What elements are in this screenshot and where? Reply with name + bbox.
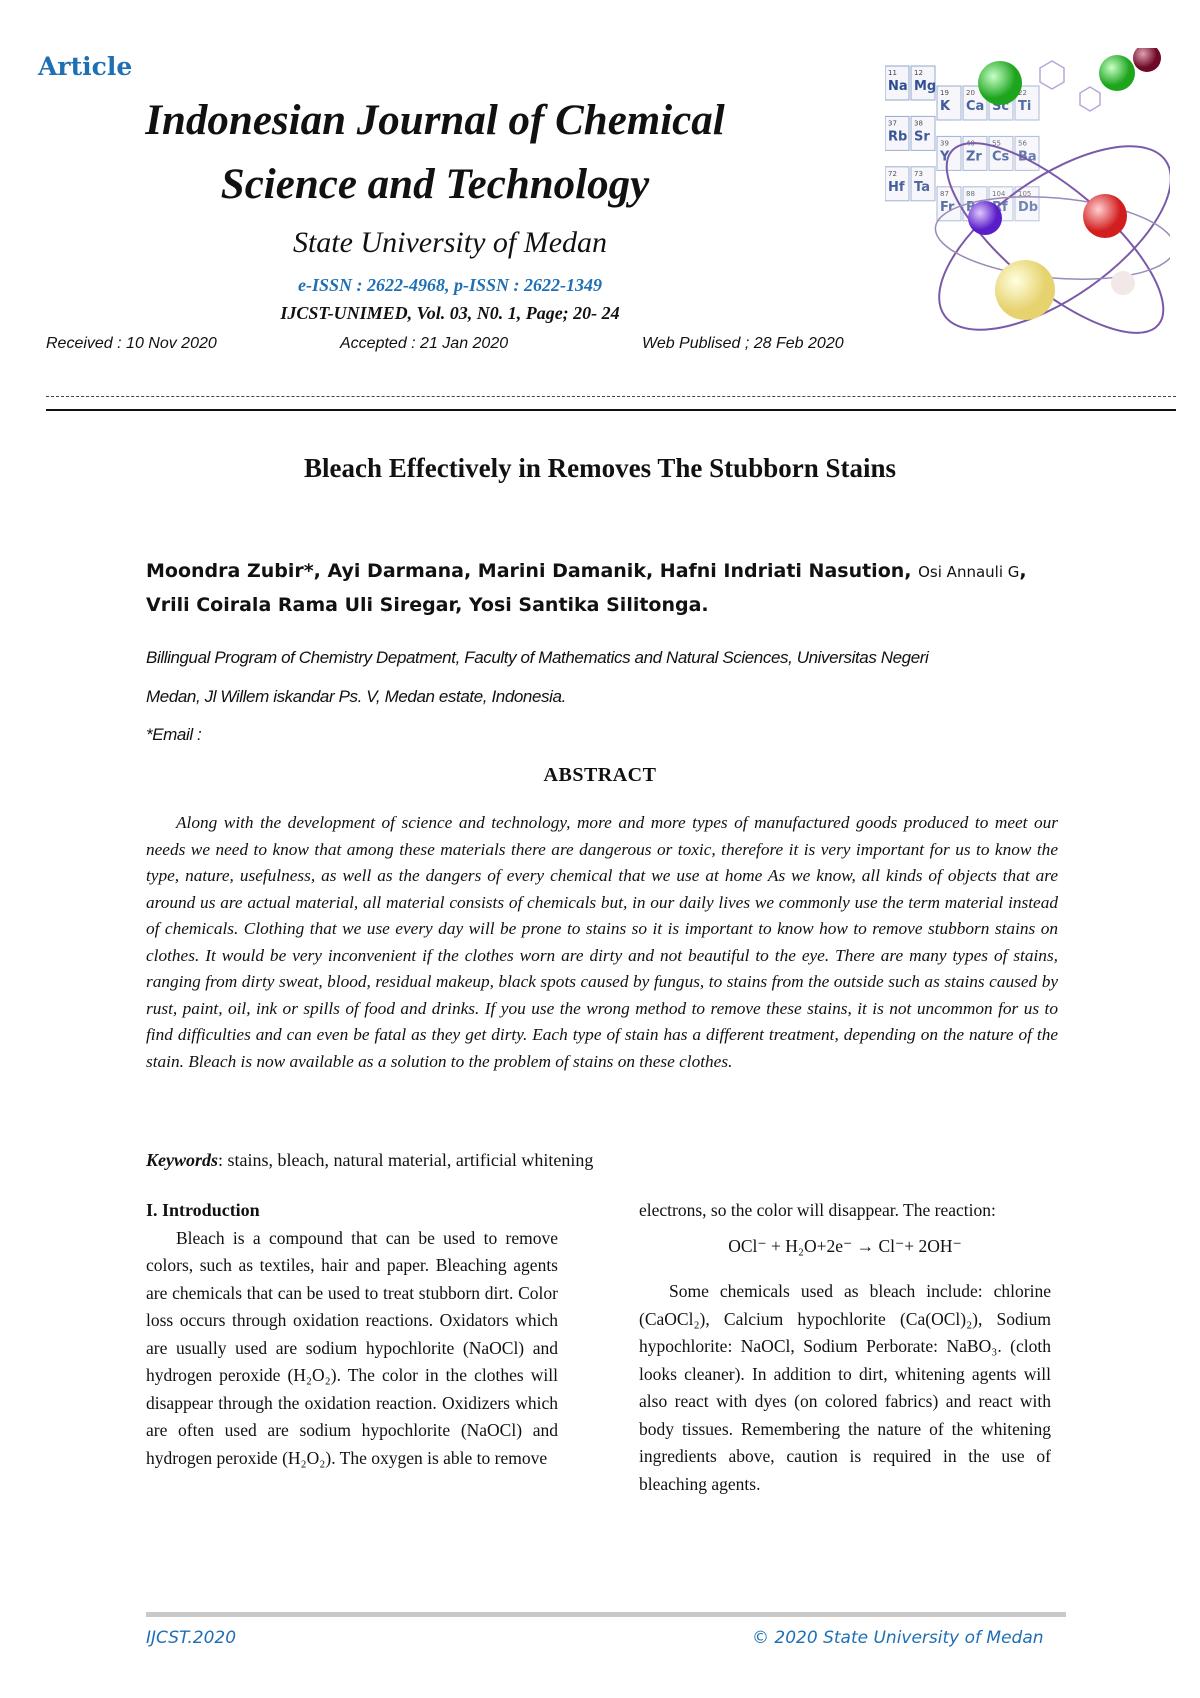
paper-title: Bleach Effectively in Removes The Stubborn Stains xyxy=(303,453,897,483)
footer-journal: IJCST.2020 xyxy=(146,1628,237,1648)
header-divider xyxy=(46,396,1176,411)
right-paragraph-2: Some chemicals used as bleach include: chlorine (CaOCl₂), Calcium hypochlorite (Ca(OCl)₂), Sodium hypochlorite: NaOCl, Sodium Perborate: NaBO₃. (cloth looks cleaner). In addition to dirt, whitening agents will also react with dyes (on colored fabrics) and react with body tissues. Remembering the nature of the whitening ingredients above, caution is required in the use of bleaching agents. xyxy=(639,1281,1051,1494)
volume-info: IJCST-UNIMED, Vol. 03, N0. 1, Page; 20- 24 xyxy=(280,303,620,323)
keywords-line xyxy=(146,1150,1058,1171)
keywords-label: Keywords xyxy=(146,1150,218,1170)
right-paragraph-1: electrons, so the color will disappear. The reaction: xyxy=(639,1200,996,1220)
affiliation-line1: Billingual Program of Chemistry Depatment, Faculty of Mathematics and Natural Sciences, Universitas Negeri xyxy=(146,648,929,667)
article-label: Article xyxy=(38,52,133,81)
authors-main: Moondra Zubir*, Ayi Darmana, Marini Damanik, Hafni Indriati Nasution, xyxy=(146,560,912,582)
abstract-heading: ABSTRACT xyxy=(543,764,657,786)
reaction-equation: OCl⁻ + H₂O+2e⁻ → Cl⁻+ 2OH⁻ xyxy=(728,1235,962,1256)
intro-heading: I. Introduction xyxy=(146,1200,260,1220)
footer-copyright: © 2020 State University of Medan xyxy=(752,1628,1044,1648)
journal-title-line2: Science and Technology xyxy=(220,161,650,208)
keywords-list: : stains, bleach, natural material, artificial whitening xyxy=(218,1150,594,1170)
left-column xyxy=(146,1197,558,1472)
author-osi: Osi Annauli G xyxy=(918,563,1020,581)
published-date: Web Publised ; 28 Feb 2020 xyxy=(642,335,844,352)
abstract-text: Along with the development of science and technology, more and more types of manufactured goods produced to meet our needs we need to know that among these materials there are dangerous or toxic, therefore it is very important for us to know the type, nature, usefulness, as well as the dangers of every chemical that we use at home As we know, all kinds of objects that are around us are actual material, all material consists of chemicals but, in our daily lives we commonly use the term material instead of chemicals. Clothing that we use every day will be prone to stains so it is important to know how to remove stubborn stains on clothes. It would be very inconvenient if the clothes worn are dirty and not beautiful to the eye. There are many types of stains, ranging from dirty sweat, blood, residual makeup, black spots caused by fungus, to stains from the outside such as stains caused by rust, paint, oil, ink or spills of food and drinks. If you use the wrong method to remove these stains, it is not uncommon for us to find difficulties and can even be fatal as they get dirty. Each type of stain has a different treatment, depending on the nature of the stain. Bleach is now available as a solution to the problem of stains on these clothes. xyxy=(146,813,1058,1071)
affiliation-line2: Medan, Jl Willem iskandar Ps. V, Medan estate, Indonesia. xyxy=(146,687,566,706)
periodic-table-illustration xyxy=(885,48,1170,373)
authors-rest: , Vrili Coirala Rama Uli Siregar, Yosi Santika Silitonga. xyxy=(146,560,1027,616)
intro-paragraph: Bleach is a compound that can be used to remove colors, such as textiles, hair and paper. Bleaching agents are chemicals that can be used to treat stubborn dirt. Color loss occurs through oxidation reactions. Oxidators which are usually used are sodium hypochlorite (NaOCl) and hydrogen peroxide (H₂O₂). The color in the clothes will disappear through the oxidation reaction. Oxidizers which are often used are sodium hypochlorite (NaOCl) and hydrogen peroxide (H₂O₂). The oxygen is able to remove xyxy=(146,1227,558,1468)
journal-logo-periodic-table xyxy=(885,48,1170,373)
accepted-date: Accepted : 21 Jan 2020 xyxy=(340,335,509,352)
issn-line: e-ISSN : 2622-4968, p-ISSN : 2622-1349 xyxy=(297,275,602,295)
right-column xyxy=(639,1197,1051,1498)
received-date: Received : 10 Nov 2020 xyxy=(46,335,217,352)
email-line: *Email : xyxy=(146,725,202,744)
journal-title-line1: Indonesian Journal of Chemical xyxy=(145,97,725,144)
author-list xyxy=(146,555,1056,622)
university-name: State University of Medan xyxy=(292,226,608,259)
footer-divider xyxy=(146,1612,1066,1617)
